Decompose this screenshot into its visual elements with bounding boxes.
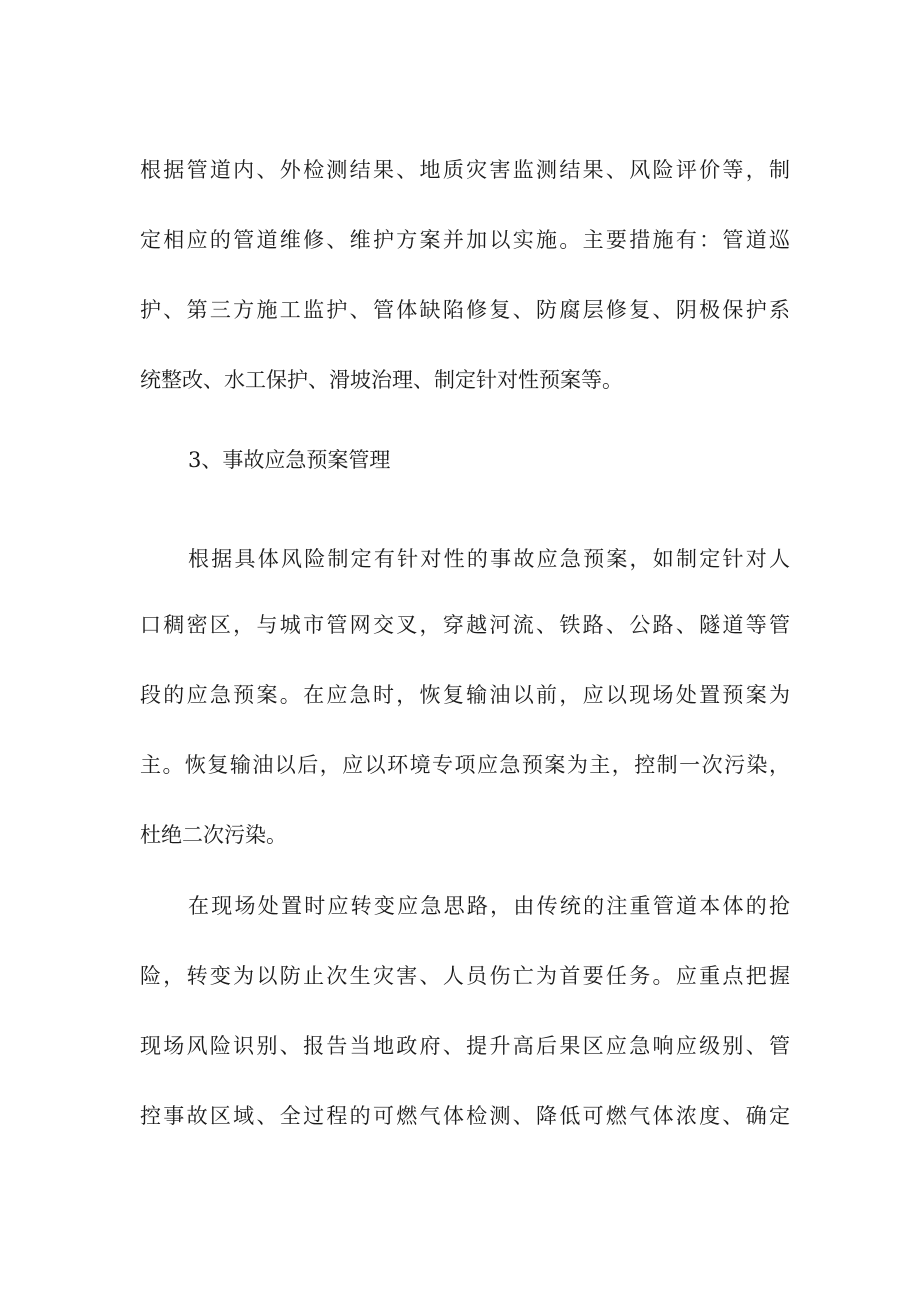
paragraph-1-line-2: 定相应的管道维修、维护方案并加以实施。主要措施有：管道巡 <box>140 228 790 252</box>
paragraph-2-line-5: 杜绝二次污染。 <box>140 823 287 847</box>
paragraph-2-line-3: 段的应急预案。在应急时，恢复输油以前，应以现场处置预案为 <box>140 683 790 707</box>
paragraph-3-line-1: 在现场处置时应转变应急思路，由传统的注重管道本体的抢 <box>188 894 790 918</box>
paragraph-2-line-4: 主。恢复输油以后，应以环境专项应急预案为主，控制一次污染， <box>140 753 790 777</box>
paragraph-1-line-4: 统整改、水工保护、滑坡治理、制定针对性预案等。 <box>140 368 623 392</box>
paragraph-3-line-3: 现场风险识别、报告当地政府、提升高后果区应急响应级别、管 <box>140 1034 790 1058</box>
paragraph-1-line-3: 护、第三方施工监护、管体缺陷修复、防腐层修复、阴极保护系 <box>140 298 790 322</box>
paragraph-3-line-4: 控事故区域、全过程的可燃气体检测、降低可燃气体浓度、确定 <box>140 1104 790 1128</box>
section-heading: 3、事故应急预案管理 <box>188 448 391 472</box>
paragraph-1-line-1: 根据管道内、外检测结果、地质灾害监测结果、风险评价等，制 <box>140 158 790 182</box>
paragraph-3-line-2: 险，转变为以防止次生灾害、人员伤亡为首要任务。应重点把握 <box>140 964 790 988</box>
paragraph-2-line-1: 根据具体风险制定有针对性的事故应急预案，如制定针对人 <box>188 547 790 571</box>
paragraph-2-line-2: 口稠密区，与城市管网交叉，穿越河流、铁路、公路、隧道等管 <box>140 613 790 637</box>
